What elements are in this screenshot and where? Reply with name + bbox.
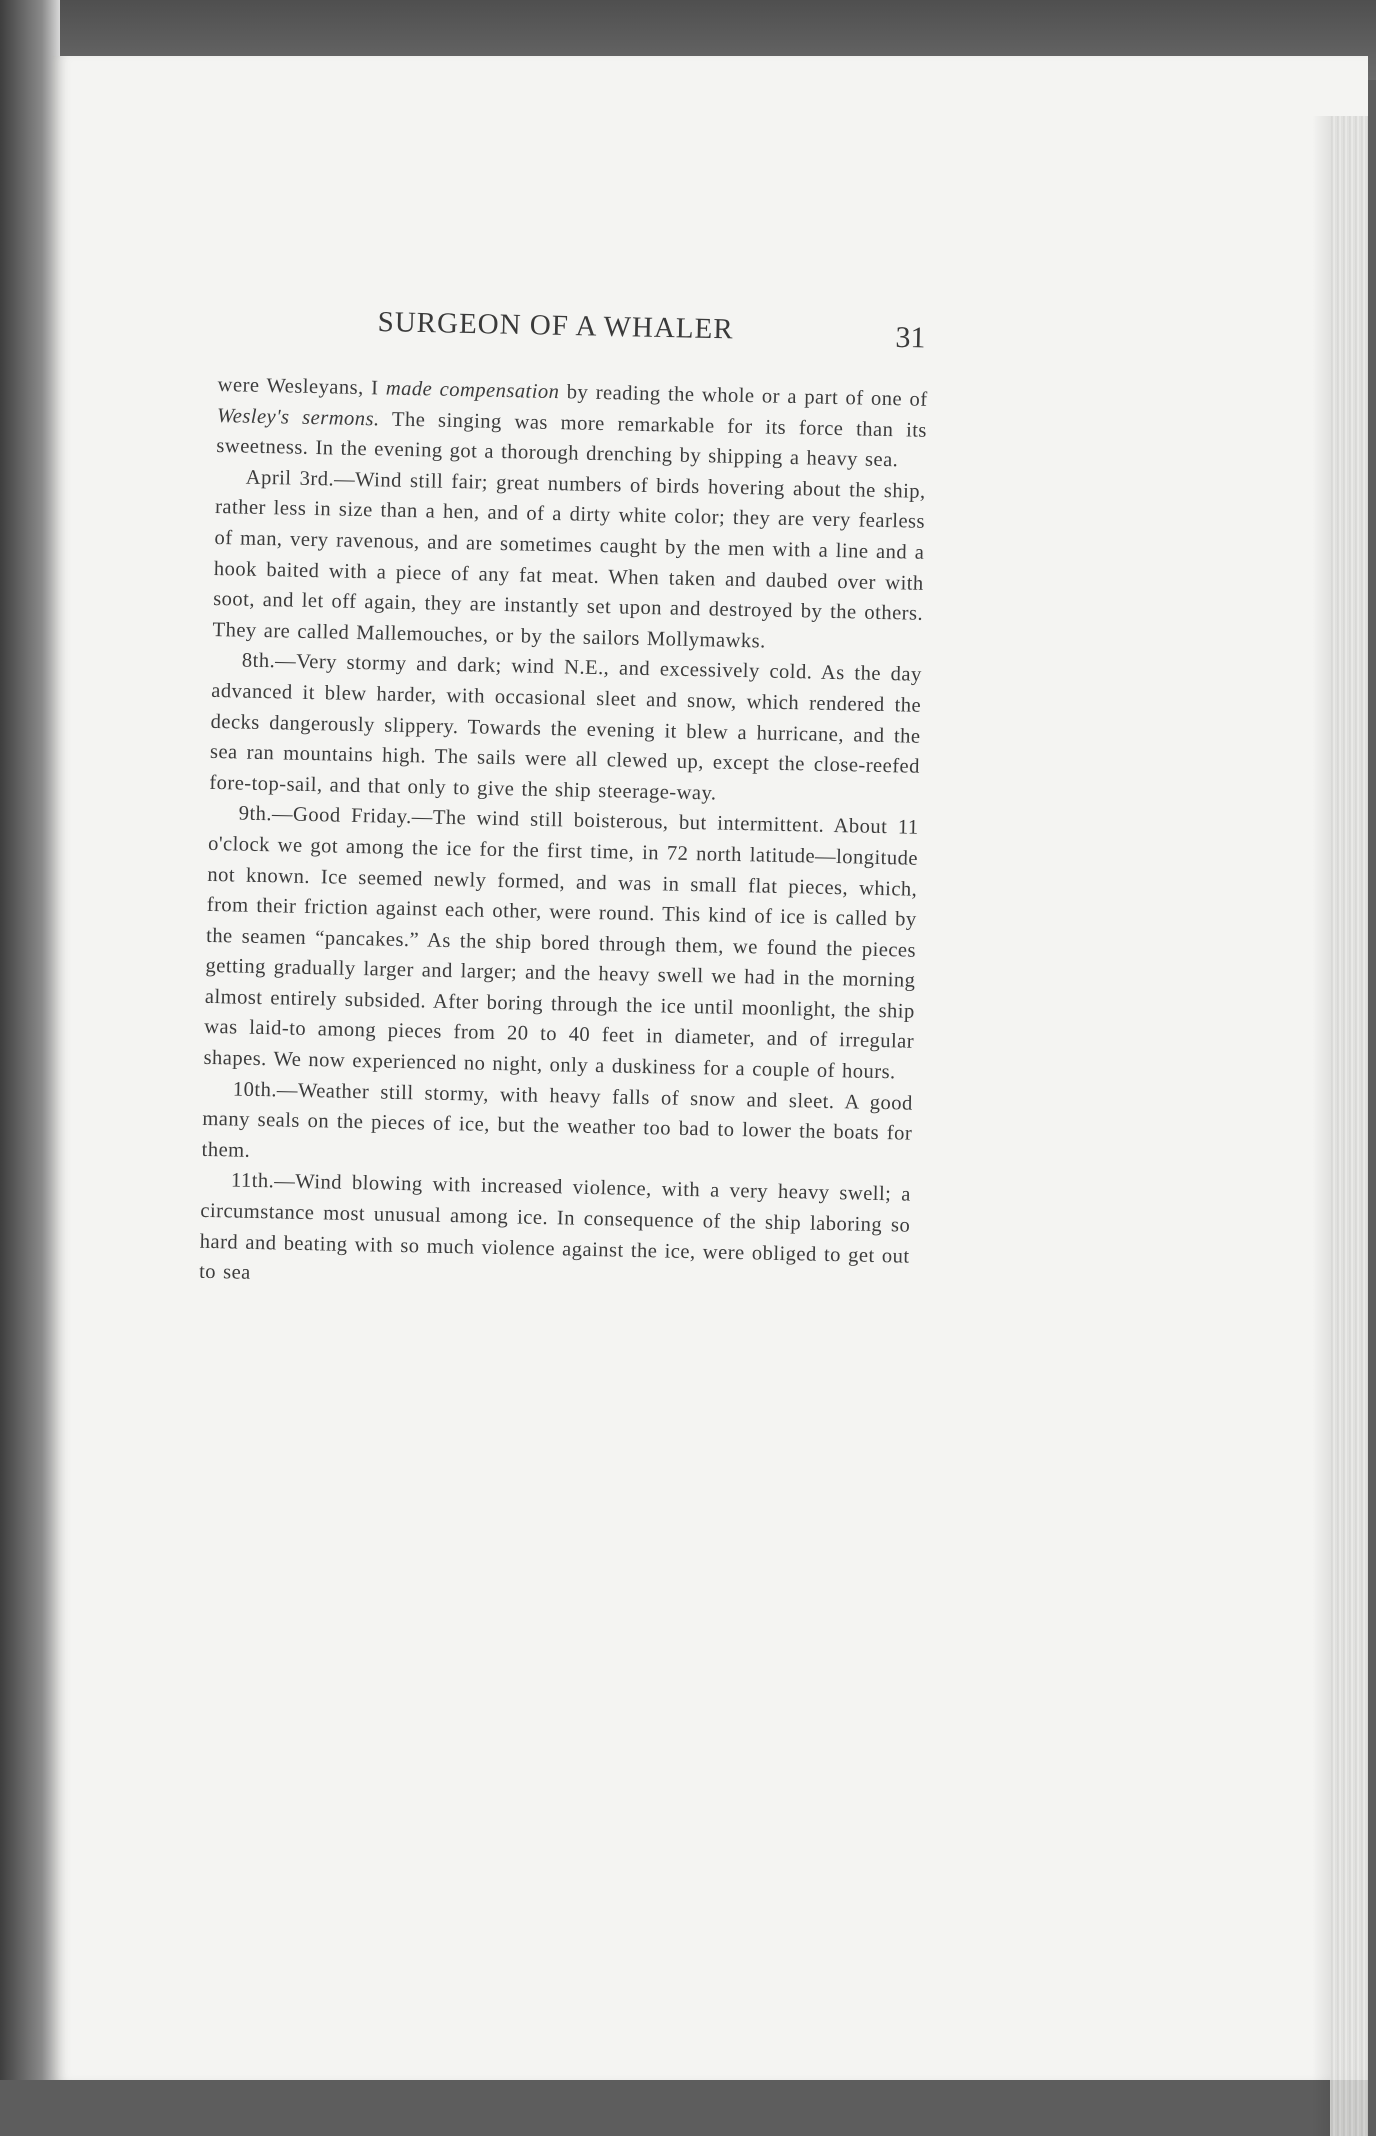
text-run: were Wesleyans, I	[217, 373, 387, 400]
page-stack-edge	[1330, 116, 1368, 2136]
body-text	[199, 370, 928, 1302]
text-run: by reading the whole or a part of one of	[559, 381, 928, 411]
paragraph-april-3: April 3rd.—Wind still fair; great numbers of birds hovering about the ship, rather less in size than a hen, and of a dirty white color; they are very fearless of man, very ravenous, and are sometimes caught by the men with a line and a hook baited with a piece of any fat meat. When taken and daubed over with soot, and let off again, they are instantly set upon and destroyed by the others. They are called Mallemouches, or by the sailors Mollymawks.	[212, 466, 926, 653]
paragraph-8th: 8th.—Very stormy and dark; wind N.E., and excessively cold. As the day advanced it blew harder, with occasional sleet and snow, which rendered the decks dangerously slippery. Towards the evening it blew a hurricane, and the sea ran mountains high. The sails were all clewed up, except the close-reefed fore-top-sail, and that only to give the ship steerage-way.	[209, 649, 922, 805]
paragraph-continued	[216, 370, 928, 477]
text-run: The singing was more remarkable for its force than its sweetness. In the evening got a thorough drenching by shipping a heavy sea.	[216, 407, 928, 472]
italic-phrase: Wesley's sermons.	[216, 404, 380, 430]
page-edge-shadow	[1312, 116, 1330, 2136]
book-gutter-shadow	[0, 0, 60, 2080]
paragraph-9th: 9th.—Good Friday.—The wind still boisterous, but intermittent. About 11 o'clock we got among the ice for the first time, in 72 north latitude—longitude not known. Ice seemed newly formed, and was in small flat pieces, which, from their friction against each other, were round. This kind of ice is called by the seamen “pancakes.” As the ship bored through them, we found the pieces getting gradually larger and larger; and the heavy swell we had in the morning almost entirely subsided. After boring through the ice until moonlight, the ship was laid-to among pieces from 20 to 40 feet in diameter, and of irregular shapes. We now experienced no night, only a duskiness for a couple of hours.	[203, 802, 919, 1084]
running-head: SURGEON OF A WHALER	[377, 306, 734, 346]
paragraph-11th: 11th.—Wind blowing with increased violence, with a very heavy swell; a circumstance most unusual among ice. In consequence of the ship laboring so hard and beating with so much violence against the ice, were obliged to get out to sea	[198, 1169, 912, 1285]
paragraph-10th: 10th.—Weather still stormy, with heavy falls of snow and sleet. A good many seals on the pieces of ice, but the weather too bad to lower the boats for them.	[201, 1078, 914, 1162]
italic-phrase: made compensation	[385, 377, 560, 404]
page-number: 31	[895, 320, 926, 355]
